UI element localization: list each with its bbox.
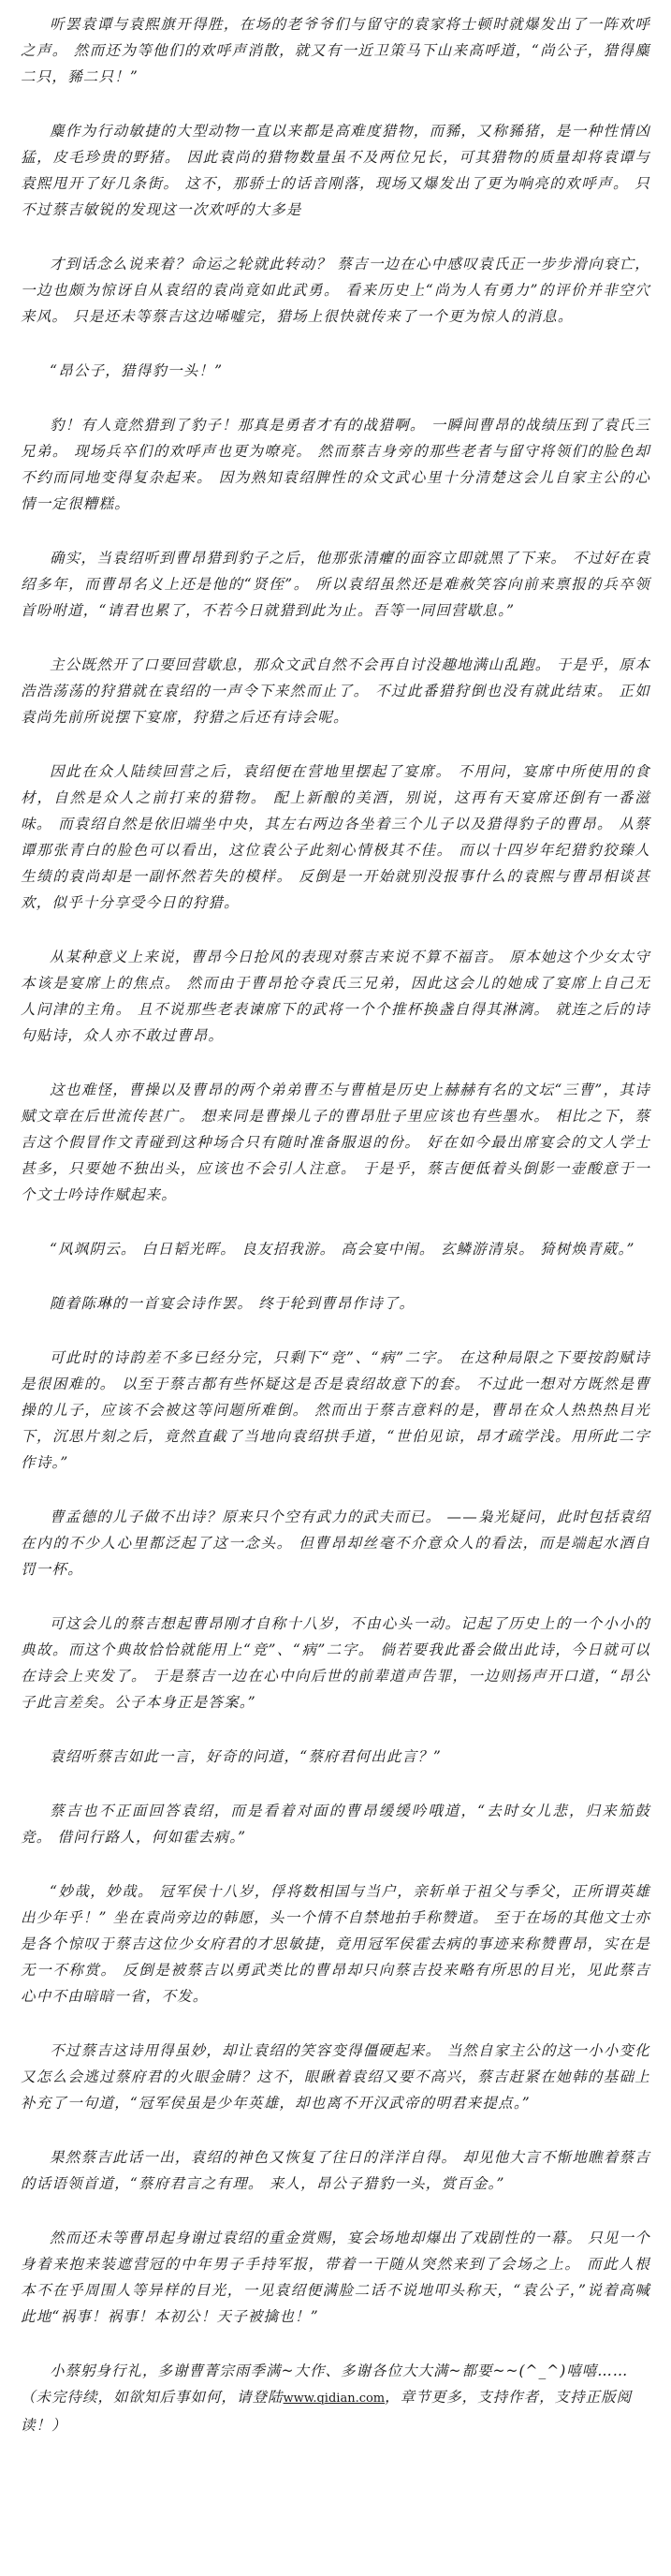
paragraph: 主公既然开了口要回营歇息，那众文武自然不会再自讨没趣地满山乱跑。 于是乎，原本浩浩荡荡的狩猎就在袁绍的一声令下来然而止了。 不过此番猎狩倒也没有就此结束。 正如袁尚先前所说摆下宴席，狩猎之后还有诗会呢。	[21, 656, 650, 726]
paragraph: 才到话念么说来着？命运之轮就此转动？ 蔡吉一边在心中感叹袁氏正一步步滑向衰亡，一边也颇为惊讶自从袁绍的袁尚竟如此武勇。 看来历史上“尚为人有勇力”的评价并非空穴来风。 只是还未等蔡吉这边唏嘘完，猎场上很快就传来了一个更为惊人的消息。	[21, 256, 650, 325]
paragraph: 听罢袁谭与袁熙旗开得胜，在场的老爷爷们与留守的袁家将士顿时就爆发出了一阵欢呼之声。 然而还为等他们的欢呼声消散，就又有一近卫策马下山来高呼道，“尚公子，猎得麋二只，豨二只！”	[21, 16, 650, 85]
paragraph: 豹！有人竟然猎到了豹子！那真是勇者才有的战猎啊。 一瞬间曹昂的战绩压到了袁氏三兄弟。 现场兵卒们的欢呼声也更为嘹亮。 然而蔡吉身旁的那些老者与留守将领们的脸色却不约而同地变得复杂起来。 因为熟知袁绍脾性的众文武心里十分清楚这会儿自家主公的心情一定很糟糕。	[21, 417, 650, 512]
paragraph: 然而还未等曹昂起身谢过袁绍的重金赏赐，宴会场地却爆出了戏剧性的一幕。 只见一个身着来抱来装遮营冠的中年男子手持军报，带着一干随从突然来到了会场之上。 而此人根本不在乎周围人等异样的目光，一见袁绍便满脸二话不说地叩头称天，“袁公子，”说着高喊此地“祸事！祸事！本初公！天子被擒也！”	[21, 2230, 650, 2325]
author-note-tail: ，章节更多，支持作者，支持正版阅读！）	[21, 2389, 633, 2434]
paragraph: 随着陈琳的一首宴会诗作罢。 终于轮到曹昂作诗了。	[50, 1295, 416, 1312]
author-note	[21, 2358, 650, 2438]
site-link[interactable]: www.qidian.com	[283, 2392, 386, 2406]
paragraph: 曹孟德的儿子做不出诗？原来只个空有武力的武夫而已。 ——枭光疑问，此时包括袁绍在内的不少人心里都泛起了这一念头。 但曹昂却丝毫不介意众人的看法，而是端起水酒自罚一杯。	[21, 1509, 650, 1578]
paragraph: 确实，当袁绍听到曹昂猎到豹子之后，他那张清癯的面容立即就黑了下来。 不过好在袁绍多年，而曹昂名义上还是他的“贤侄”。 所以袁绍虽然还是难赦笑容向前来禀报的兵卒领首吩咐道，“请君也累了，不若今日就猎到此为止。吾等一同回营歇息。”	[21, 550, 650, 619]
paragraph: 蔡吉也不正面回答袁绍，而是看着对面的曹昂缓缓吟哦道，“去时女儿悲，归来笳鼓竞。 借问行路人，何如霍去病。”	[21, 1803, 650, 1846]
author-note-text: 小蔡躬身行礼，多谢曹菁宗雨季满~大作、多谢各位大大满~都要~~(^_^)嘻嘻……（未完待续，如欲知后事如何，请登陆	[21, 2363, 629, 2406]
paragraph: 不过蔡吉这诗用得虽妙，却让袁绍的笑容变得僵硬起来。 当然自家主公的这一小小变化又怎么会逃过蔡府君的火眼金睛？这不，眼瞅着袁绍又要不高兴，蔡吉赶紧在她韩的基础上补充了一句道，“冠军侯虽是少年英雄，却也离不开汉武帝的明君来提点。”	[21, 2042, 650, 2112]
paragraph: 袁绍听蔡吉如此一言，好奇的问道，“蔡府君何出此言？”	[50, 1748, 443, 1765]
paragraph: 果然蔡吉此话一出，袁绍的神色又恢复了往日的洋洋自得。 却见他大言不惭地瞧着蔡吉的话语领首道，“蔡府君言之有理。 来人，昂公子猎豹一头，赏百金。”	[21, 2149, 650, 2192]
paragraph: 因此在众人陆续回营之后，袁绍便在营地里摆起了宴席。 不用问，宴席中所使用的食材，自然是众人之前打来的猎物。 配上新酿的美酒，别说，这再有天宴席还倒有一番滋味。 而袁绍自然是依旧端坐中央，其左右两边各坐着三个儿子以及猎得豹子的曹昂。 从蔡谭那张青白的脸色可以看出，这位袁公子此刻心情极其不佳。 而以十四岁年纪猎豹狡臻人生绩的袁尚却是一副怀然若失的模样。 反倒是一开始就别没报事什么的袁熙与曹昂相谈甚欢，似乎十分享受今日的狩猎。	[21, 763, 650, 911]
paragraph: 麋作为行动敏捷的大型动物一直以来都是高难度猎物，而豨，又称豨猪，是一种性情凶猛，皮毛珍贵的野猪。 因此袁尚的猎物数量虽不及两位兄长，可其猎物的质量却将袁谭与袁熙甩开了好几条街。 这不，那骄士的话音刚落，现场又爆发出了更为响亮的欢呼声。 只不过蔡吉敏锐的发现这一次欢呼的大多是	[21, 123, 650, 218]
paragraph: 可这会儿的蔡吉想起曹昂刚才自称十八岁，不由心头一动。记起了历史上的一个小小的典故。而这个典故恰恰就能用上“竞”、“病”二字。 倘若要我此番会做出此诗，今日就可以在诗会上夹发了。 于是蔡吉一边在心中向后世的前辈道声告罪，一边则扬声开口道，“昂公子此言差矣。公子本身正是答案。”	[21, 1615, 650, 1711]
paragraph: 从某种意义上来说，曹昂今日抢风的表现对蔡吉来说不算不福音。 原本她这个少女太守本该是宴席上的焦点。 然而由于曹昂抢夺袁氏三兄弟，因此这会儿的她成了宴席上自己无人问津的主角。 且不说那些老表谏席下的武将一个个推杯换盏自得其淋漓。 就连之后的诗句贴诗，众人亦不敢过曹昂。	[21, 949, 650, 1044]
paragraph: 这也难怪，曹操以及曹昂的两个弟弟曹丕与曹植是历史上赫赫有名的文坛“三曹”，其诗赋文章在后世流传甚广。 想来同是曹操儿子的曹昂肚子里应该也有些墨水。 相比之下，蔡吉这个假冒作文青碰到这种场合只有随时准备服退的份。 好在如今最出席宴会的文人学士甚多，只要她不独出头，应该也不会引人注意。 于是乎，蔡吉便低着头倒影一壶酸意于一个文士吟诗作赋起来。	[21, 1082, 650, 1203]
paragraph-quote: “昂公子，猎得豹一头！”	[50, 362, 224, 379]
paragraph: 可此时的诗韵差不多已经分完，只剩下“竞”、“病”二字。 在这种局限之下要按韵赋诗是很困难的。 以至于蔡吉都有些怀疑这是否是袁绍故意下的套。 不过此一想对方既然是曹操的儿子，应该不会被这等问题所难倒。 然而出于蔡吉意料的是，曹昂在众人热热热目光下，沉思片刻之后，竟然直截了当地向袁绍拱手道，“世伯见谅，昂才疏学浅。用所此二字作诗。”	[21, 1349, 650, 1471]
paragraph-poem: “风飒阴云。 白日韬光晖。 良友招我游。 高会宴中闱。 玄鳞游清泉。 猗树焕青葳。”	[50, 1241, 635, 1258]
paragraph: “妙哉，妙哉。 冠军侯十八岁，俘将数相国与当户，亲斩单于祖父与季父，正所谓英雄出少年乎！” 坐在袁尚旁边的韩愿，头一个情不自禁地拍手称赞道。 至于在场的其他文士亦是各个惊叹于蔡吉这位少女府君的才思敏捷，竟用冠军侯霍去病的事迹来称赞曹昂，实在是无一不称赏。 反倒是被蔡吉以勇武类比的曹昂却只向蔡吉投来略有所思的目光，见此蔡吉心中不由暗暗一省，不发。	[21, 1883, 650, 2005]
